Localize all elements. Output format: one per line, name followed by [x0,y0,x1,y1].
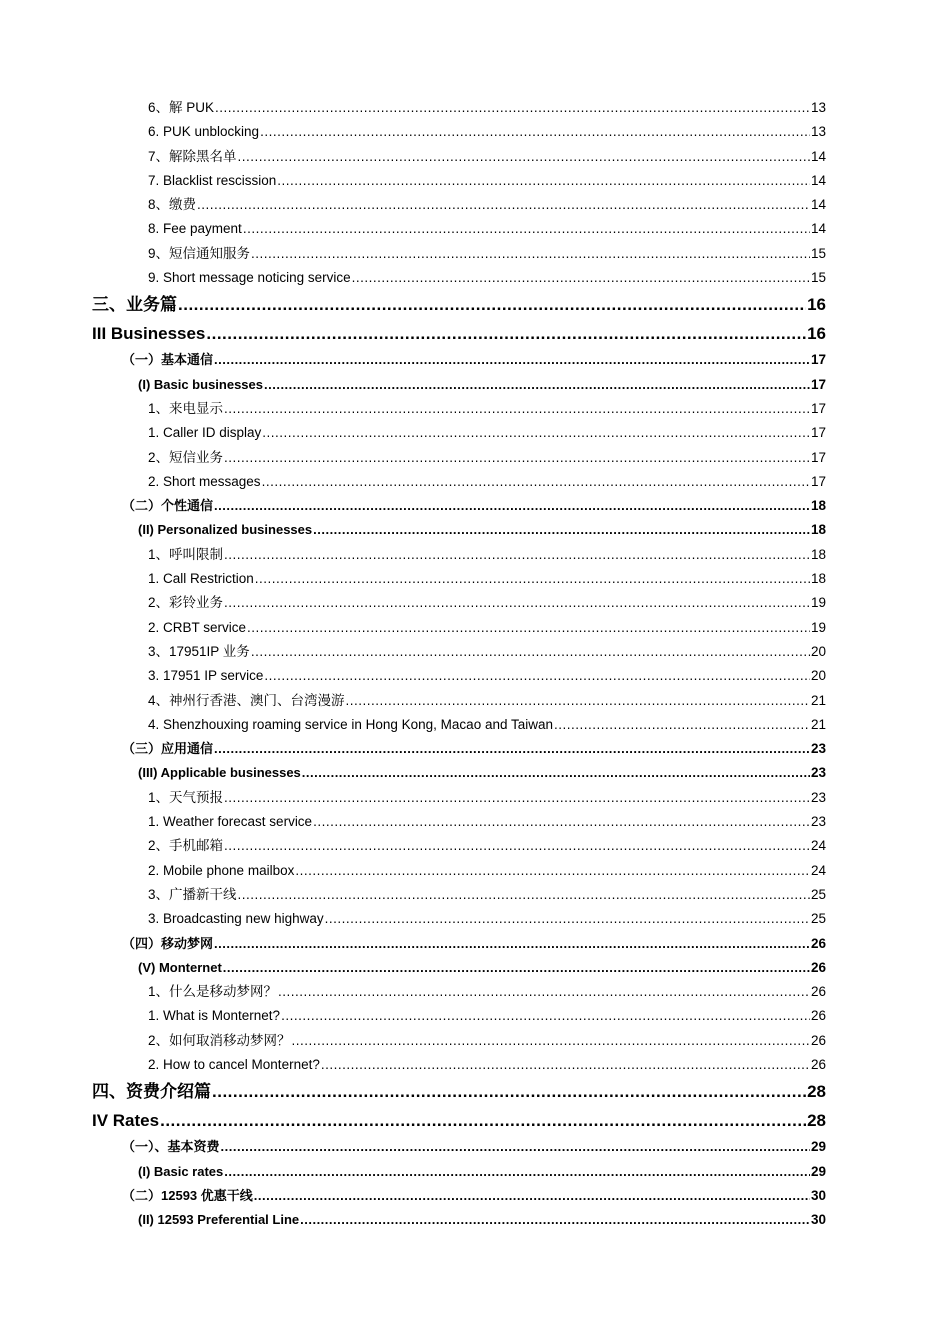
toc-entry[interactable] [148,96,826,120]
toc-entry[interactable] [148,980,826,1004]
toc-entry[interactable] [92,319,826,348]
toc-entry[interactable] [148,810,826,834]
toc-entry-page-number: 13 [810,124,826,140]
toc-entry-page-number: 29 [810,1139,826,1155]
dot-leader [160,1106,806,1135]
dot-leader [264,373,810,397]
toc-entry-label: 6、解 PUK [148,100,215,115]
toc-entry-label: （一）基本通信 [122,352,214,368]
toc-entry-page-number: 24 [810,838,826,854]
toc-entry-page-number: 20 [810,643,826,659]
toc-entry-label: 6. PUK unblocking [148,124,260,140]
toc-entry-page-number: 15 [810,270,826,286]
toc-entry-label: (V) Monternet [138,959,222,975]
toc-entry-label: 7、解除黑名单 [148,148,237,164]
toc-entry-label: (II) Personalized businesses [138,522,313,538]
dot-leader [224,543,810,567]
toc-entry-label: (III) Applicable businesses [138,765,301,781]
toc-entry[interactable] [138,373,826,397]
toc-entry-page-number: 17 [810,425,826,441]
toc-entry-page-number: 30 [810,1187,826,1203]
toc-entry-page-number: 24 [810,862,826,878]
toc-entry[interactable] [148,169,826,193]
dot-leader [238,145,810,169]
toc-entry-label: 2. Short messages [148,473,261,489]
toc-entry-page-number: 18 [810,571,826,587]
dot-leader [346,689,810,713]
toc-entry[interactable] [122,494,826,518]
toc-entry[interactable] [122,932,826,956]
toc-entry-label: 1、呼叫限制 [148,546,224,562]
toc-entry-page-number: 28 [807,1111,826,1131]
toc-entry-page-number: 26 [810,935,826,951]
dot-leader [224,786,810,810]
toc-entry-label: 3. Broadcasting new highway [148,911,324,927]
toc-entry-page-number: 17 [810,473,826,489]
toc-entry-label: 8、缴费 [148,197,197,213]
toc-entry-page-number: 17 [810,352,826,368]
toc-entry[interactable] [148,120,826,144]
toc-entry-label: 2、如何取消移动梦网？ [148,1032,291,1048]
toc-entry[interactable] [138,761,826,785]
toc-entry-page-number: 26 [810,984,826,1000]
toc-entry[interactable] [92,290,826,319]
toc-entry-label: 1、天气预报 [148,789,224,805]
toc-entry-page-number: 26 [810,1056,826,1072]
toc-entry[interactable] [148,145,826,169]
toc-entry[interactable] [148,640,826,664]
toc-entry[interactable] [148,591,826,615]
dot-leader [224,1160,810,1184]
dot-leader [292,1029,810,1053]
dot-leader [224,446,810,470]
dot-leader [278,980,810,1004]
dot-leader [277,169,810,193]
toc-entry[interactable] [138,956,826,980]
toc-entry-page-number: 29 [810,1163,826,1179]
toc-entry-page-number: 19 [810,595,826,611]
toc-entry-page-number: 18 [810,498,826,514]
toc-entry-label: III Businesses [92,324,206,344]
dot-leader [221,1135,810,1159]
dot-leader [224,591,810,615]
toc-entry[interactable] [138,1208,826,1232]
toc-entry[interactable] [148,1053,826,1077]
toc-entry-label: （三）应用通信 [122,741,214,757]
toc-entry-label: 9、短信通知服务 [148,245,251,261]
toc-entry[interactable] [122,737,826,761]
toc-entry[interactable] [148,1004,826,1028]
dot-leader [554,713,810,737]
toc-entry-page-number: 23 [810,789,826,805]
toc-entry-page-number: 28 [807,1082,826,1102]
toc-entry-label: （二）个性通信 [122,498,214,514]
toc-entry[interactable] [138,1160,826,1184]
dot-leader [255,567,810,591]
toc-entry-page-number: 14 [810,221,826,237]
toc-entry[interactable] [92,1106,826,1135]
toc-entry-page-number: 23 [810,741,826,757]
dot-leader [302,761,810,785]
toc-entry-page-number: 14 [810,172,826,188]
dot-leader [321,1053,810,1077]
dot-leader [215,96,810,120]
toc-entry-label: （二）12593 优惠干线 [122,1187,253,1203]
dot-leader [260,120,810,144]
toc-entry-page-number: 14 [810,148,826,164]
toc-entry[interactable] [148,193,826,217]
toc-entry-label: (II) 12593 Preferential Line [138,1212,300,1228]
dot-leader [238,883,810,907]
toc-entry[interactable] [148,907,826,931]
toc-entry-page-number: 25 [810,911,826,927]
dot-leader [325,907,810,931]
toc-entry[interactable] [148,421,826,445]
toc-entry-label: 1. Weather forecast service [148,814,313,830]
dot-leader [264,664,810,688]
toc-entry-page-number: 30 [810,1212,826,1228]
dot-leader [224,834,810,858]
dot-leader [300,1208,810,1232]
toc-entry[interactable] [148,470,826,494]
toc-entry[interactable] [122,1135,826,1159]
toc-entry-page-number: 20 [810,668,826,684]
toc-entry-page-number: 23 [810,765,826,781]
toc-entry-page-number: 26 [810,959,826,975]
toc-entry-label: （四）移动梦网 [122,935,214,951]
toc-entry-page-number: 15 [810,245,826,261]
toc-entry-page-number: 16 [807,324,826,344]
toc-entry-label: 1、什么是移动梦网？ [148,984,278,1000]
toc-entry-page-number: 17 [810,376,826,392]
toc-entry[interactable] [148,664,826,688]
toc-entry[interactable] [148,543,826,567]
toc-entry-label: 8. Fee payment [148,221,242,237]
toc-entry-page-number: 18 [810,522,826,538]
toc-entry-label: 3、17951IP 业务 [148,643,250,659]
dot-leader [214,737,810,761]
toc-entry-page-number: 26 [810,1032,826,1048]
toc-entry-label: IV Rates [92,1111,160,1131]
toc-entry-label: 三、业务篇 [92,295,177,315]
dot-leader [251,640,810,664]
toc-entry-page-number: 23 [810,814,826,830]
toc-entry-page-number: 21 [810,692,826,708]
dot-leader [251,242,810,266]
toc-entry-label: 四、资费介绍篇 [92,1082,211,1102]
toc-entry-page-number: 25 [810,886,826,902]
toc-entry-page-number: 16 [807,295,826,315]
toc-entry-label: 3. 17951 IP service [148,668,264,684]
dot-leader [243,217,810,241]
toc-entry-label: 7. Blacklist rescission [148,172,277,188]
dot-leader [223,956,810,980]
toc-entry[interactable] [122,1184,826,1208]
toc-entry-page-number: 19 [810,619,826,635]
dot-leader [352,266,810,290]
toc-entry[interactable] [148,786,826,810]
dot-leader [262,421,810,445]
toc-entry[interactable] [148,242,826,266]
toc-entry[interactable] [138,518,826,542]
dot-leader [313,518,810,542]
dot-leader [313,810,810,834]
toc-entry-label: 2、手机邮箱 [148,838,224,854]
toc-entry-label: (I) Basic businesses [138,376,263,392]
toc-entry-page-number: 17 [810,449,826,465]
dot-leader [206,319,806,348]
toc-entry-label: 1. Caller ID display [148,425,262,441]
dot-leader [178,290,806,319]
toc-entry[interactable] [148,859,826,883]
toc-entry-label: 2、短信业务 [148,449,224,465]
toc-entry-label: 2. CRBT service [148,619,247,635]
toc-entry-label: 4. Shenzhouxing roaming service in Hong Kong, Macao and Taiwan [148,716,553,732]
toc-entry[interactable] [148,217,826,241]
toc-entry-page-number: 18 [810,546,826,562]
toc-entry-label: 9. Short message noticing service [148,270,351,286]
toc-entry[interactable] [148,834,826,858]
toc-entry-label: 2、彩铃业务 [148,595,224,611]
toc-entry-page-number: 21 [810,716,826,732]
toc-entry-label: 3、广播新干线 [148,886,237,902]
toc-entry-label: (I) Basic rates [138,1163,224,1179]
dot-leader [254,1184,810,1208]
toc-entry-label: 2. How to cancel Monternet? [148,1056,320,1072]
toc-entry[interactable] [92,1077,826,1106]
toc-entry-label: 1. What is Monternet? [148,1008,281,1024]
dot-leader [197,193,810,217]
toc-entry[interactable] [122,348,826,372]
toc-entry[interactable] [148,446,826,470]
dot-leader [214,494,810,518]
toc-entry-label: 1. Call Restriction [148,571,254,587]
dot-leader [212,1077,806,1106]
toc-entry[interactable] [148,616,826,640]
dot-leader [295,859,810,883]
dot-leader [262,470,810,494]
dot-leader [247,616,810,640]
dot-leader [214,932,810,956]
toc-entry-label: 1、来电显示 [148,400,224,416]
toc-entry-page-number: 26 [810,1008,826,1024]
toc-entry[interactable] [148,567,826,591]
toc-entry[interactable] [148,266,826,290]
toc-entry[interactable] [148,883,826,907]
toc-entry-page-number: 14 [810,197,826,213]
toc-entry-page-number: 13 [810,100,826,115]
toc-entry-label: 2. Mobile phone mailbox [148,862,295,878]
dot-leader [281,1004,810,1028]
dot-leader [224,397,810,421]
toc-entry[interactable] [148,1029,826,1053]
toc-entry-label: （一）、基本资费 [122,1139,220,1155]
toc-entry-label: 4、神州行香港、澳门、台湾漫游 [148,692,345,708]
toc-entry[interactable] [148,689,826,713]
toc-entry-page-number: 17 [810,400,826,416]
table-of-contents [0,96,950,1232]
dot-leader [214,348,810,372]
toc-entry[interactable] [148,397,826,421]
toc-entry[interactable] [148,713,826,737]
